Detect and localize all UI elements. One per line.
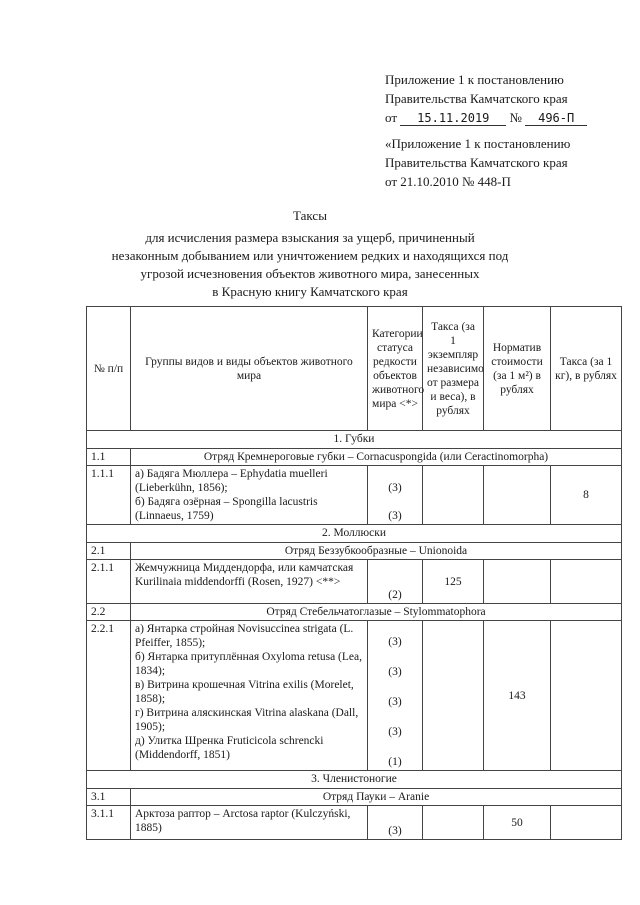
appendix-header — [385, 70, 625, 127]
section-row — [87, 431, 622, 449]
table-row — [87, 466, 622, 525]
category-value: (3) — [388, 636, 402, 648]
norm-cell — [484, 466, 551, 525]
header2-line-3: от 21.10.2010 № 448-П — [385, 174, 511, 189]
header-tax-kg: Такса (за 1 кг), в рублях — [551, 307, 622, 431]
row-number: 2.1 — [87, 543, 131, 560]
norm-value: 143 — [484, 621, 551, 771]
header-groups: Группы видов и виды объектов животного мира — [131, 307, 368, 431]
category-value: (3) — [388, 726, 402, 738]
tax-kg-value: 8 — [551, 466, 622, 525]
title-line-3: угрозой исчезновения объектов животного мира, занесенных — [140, 266, 480, 281]
section-row — [87, 771, 622, 789]
title-heading: Таксы — [293, 208, 327, 223]
table-row — [87, 449, 622, 466]
header2-line-1: «Приложение 1 к постановлению — [385, 136, 571, 151]
row-number: 2.1.1 — [87, 560, 131, 604]
species-item: Арктоза раптор – Arctosa raptor (Kulczyński, 1885) — [131, 806, 368, 840]
table-row — [87, 543, 622, 560]
header-line-2: Правительства Камчатского края — [385, 91, 568, 106]
species-list — [131, 466, 368, 525]
section-title: 1. Губки — [87, 431, 622, 449]
title-line-4: в Красную книгу Камчатского края — [212, 284, 408, 299]
table-header-row — [87, 307, 622, 431]
section-title: 3. Членистоногие — [87, 771, 622, 789]
decree-date: 15.11.2019 — [400, 111, 506, 126]
document-title — [110, 207, 510, 301]
tax-unit-value: 125 — [423, 560, 484, 604]
from-label: от — [385, 110, 398, 125]
norm-cell — [484, 560, 551, 604]
category-cell — [368, 466, 423, 525]
number-label: № — [509, 110, 522, 125]
order-title: Отряд Кремнероговые губки – Cornacuspongida (или Ceractinomorpha) — [131, 449, 622, 466]
category-cell — [368, 621, 423, 771]
header-norm: Норматив стоимости (за 1 м²) в рублях — [484, 307, 551, 431]
table-row — [87, 604, 622, 621]
table-row — [87, 806, 622, 840]
category-value: (2) — [368, 560, 423, 604]
tax-unit-cell — [423, 466, 484, 525]
header-category: Категории статуса редкости объектов животного мира <*> — [368, 307, 423, 431]
species-item: а) Бадяга Мюллера – Ephydatia muelleri (Lieberkühn, 1856); — [135, 468, 328, 494]
row-number: 1.1.1 — [87, 466, 131, 525]
norm-value: 50 — [484, 806, 551, 840]
row-number: 2.2 — [87, 604, 131, 621]
title-line-1: для исчисления размера взыскания за ущерб, причиненный — [145, 230, 475, 245]
header2-line-2: Правительства Камчатского края — [385, 155, 568, 170]
species-item: б) Янтарка притуплённая Oxyloma retusa (Lea, 1834); — [135, 651, 362, 677]
original-appendix-header — [385, 134, 625, 191]
order-title: Отряд Стебельчатоглазые – Stylommatophora — [131, 604, 622, 621]
species-item: а) Янтарка стройная Novisuccinea strigata (L. Pfeiffer, 1855); — [135, 623, 354, 649]
tax-unit-cell — [423, 621, 484, 771]
category-value: (3) — [388, 482, 402, 494]
section-row — [87, 525, 622, 543]
order-title: Отряд Пауки – Aranie — [131, 789, 622, 806]
order-title: Отряд Беззубкообразные – Unionoida — [131, 543, 622, 560]
section-title: 2. Моллюски — [87, 525, 622, 543]
species-item: д) Улитка Шренка Fruticicola schrencki (Middendorff, 1851) — [135, 735, 324, 761]
title-line-2: незаконным добыванием или уничтожением редких и находящихся под — [111, 248, 509, 263]
species-item: г) Витрина аляскинская Vitrina alaskana (Dall, 1905); — [135, 707, 359, 733]
category-value: (3) — [388, 696, 402, 708]
category-value: (3) — [368, 806, 423, 840]
category-value: (1) — [388, 756, 402, 768]
decree-number: 496-П — [525, 111, 587, 126]
tax-kg-cell — [551, 560, 622, 604]
header-line-1: Приложение 1 к постановлению — [385, 72, 564, 87]
header-line-3 — [385, 108, 625, 127]
table-row — [87, 621, 622, 771]
tax-unit-cell — [423, 806, 484, 840]
table-row — [87, 789, 622, 806]
species-item: в) Витрина крошечная Vitrina exilis (Morelet, 1858); — [135, 679, 354, 705]
row-number: 3.1 — [87, 789, 131, 806]
species-item: б) Бадяга озёрная – Spongilla lacustris (Linnaeus, 1759) — [135, 496, 318, 522]
row-number: 3.1.1 — [87, 806, 131, 840]
header-tax-unit: Такса (за 1 экземпляр независимо от размера и веса), в рублях — [423, 307, 484, 431]
species-item: Жемчужница Миддендорфа, или камчатская Kurilinaia middendorffi (Rosen, 1927) <**> — [131, 560, 368, 604]
tax-kg-cell — [551, 621, 622, 771]
header-num: № п/п — [87, 307, 131, 431]
row-number: 1.1 — [87, 449, 131, 466]
species-list — [131, 621, 368, 771]
category-value: (3) — [388, 510, 402, 522]
table-row — [87, 560, 622, 604]
tax-kg-cell — [551, 806, 622, 840]
tax-table — [86, 306, 622, 840]
row-number: 2.2.1 — [87, 621, 131, 771]
category-value: (3) — [388, 666, 402, 678]
